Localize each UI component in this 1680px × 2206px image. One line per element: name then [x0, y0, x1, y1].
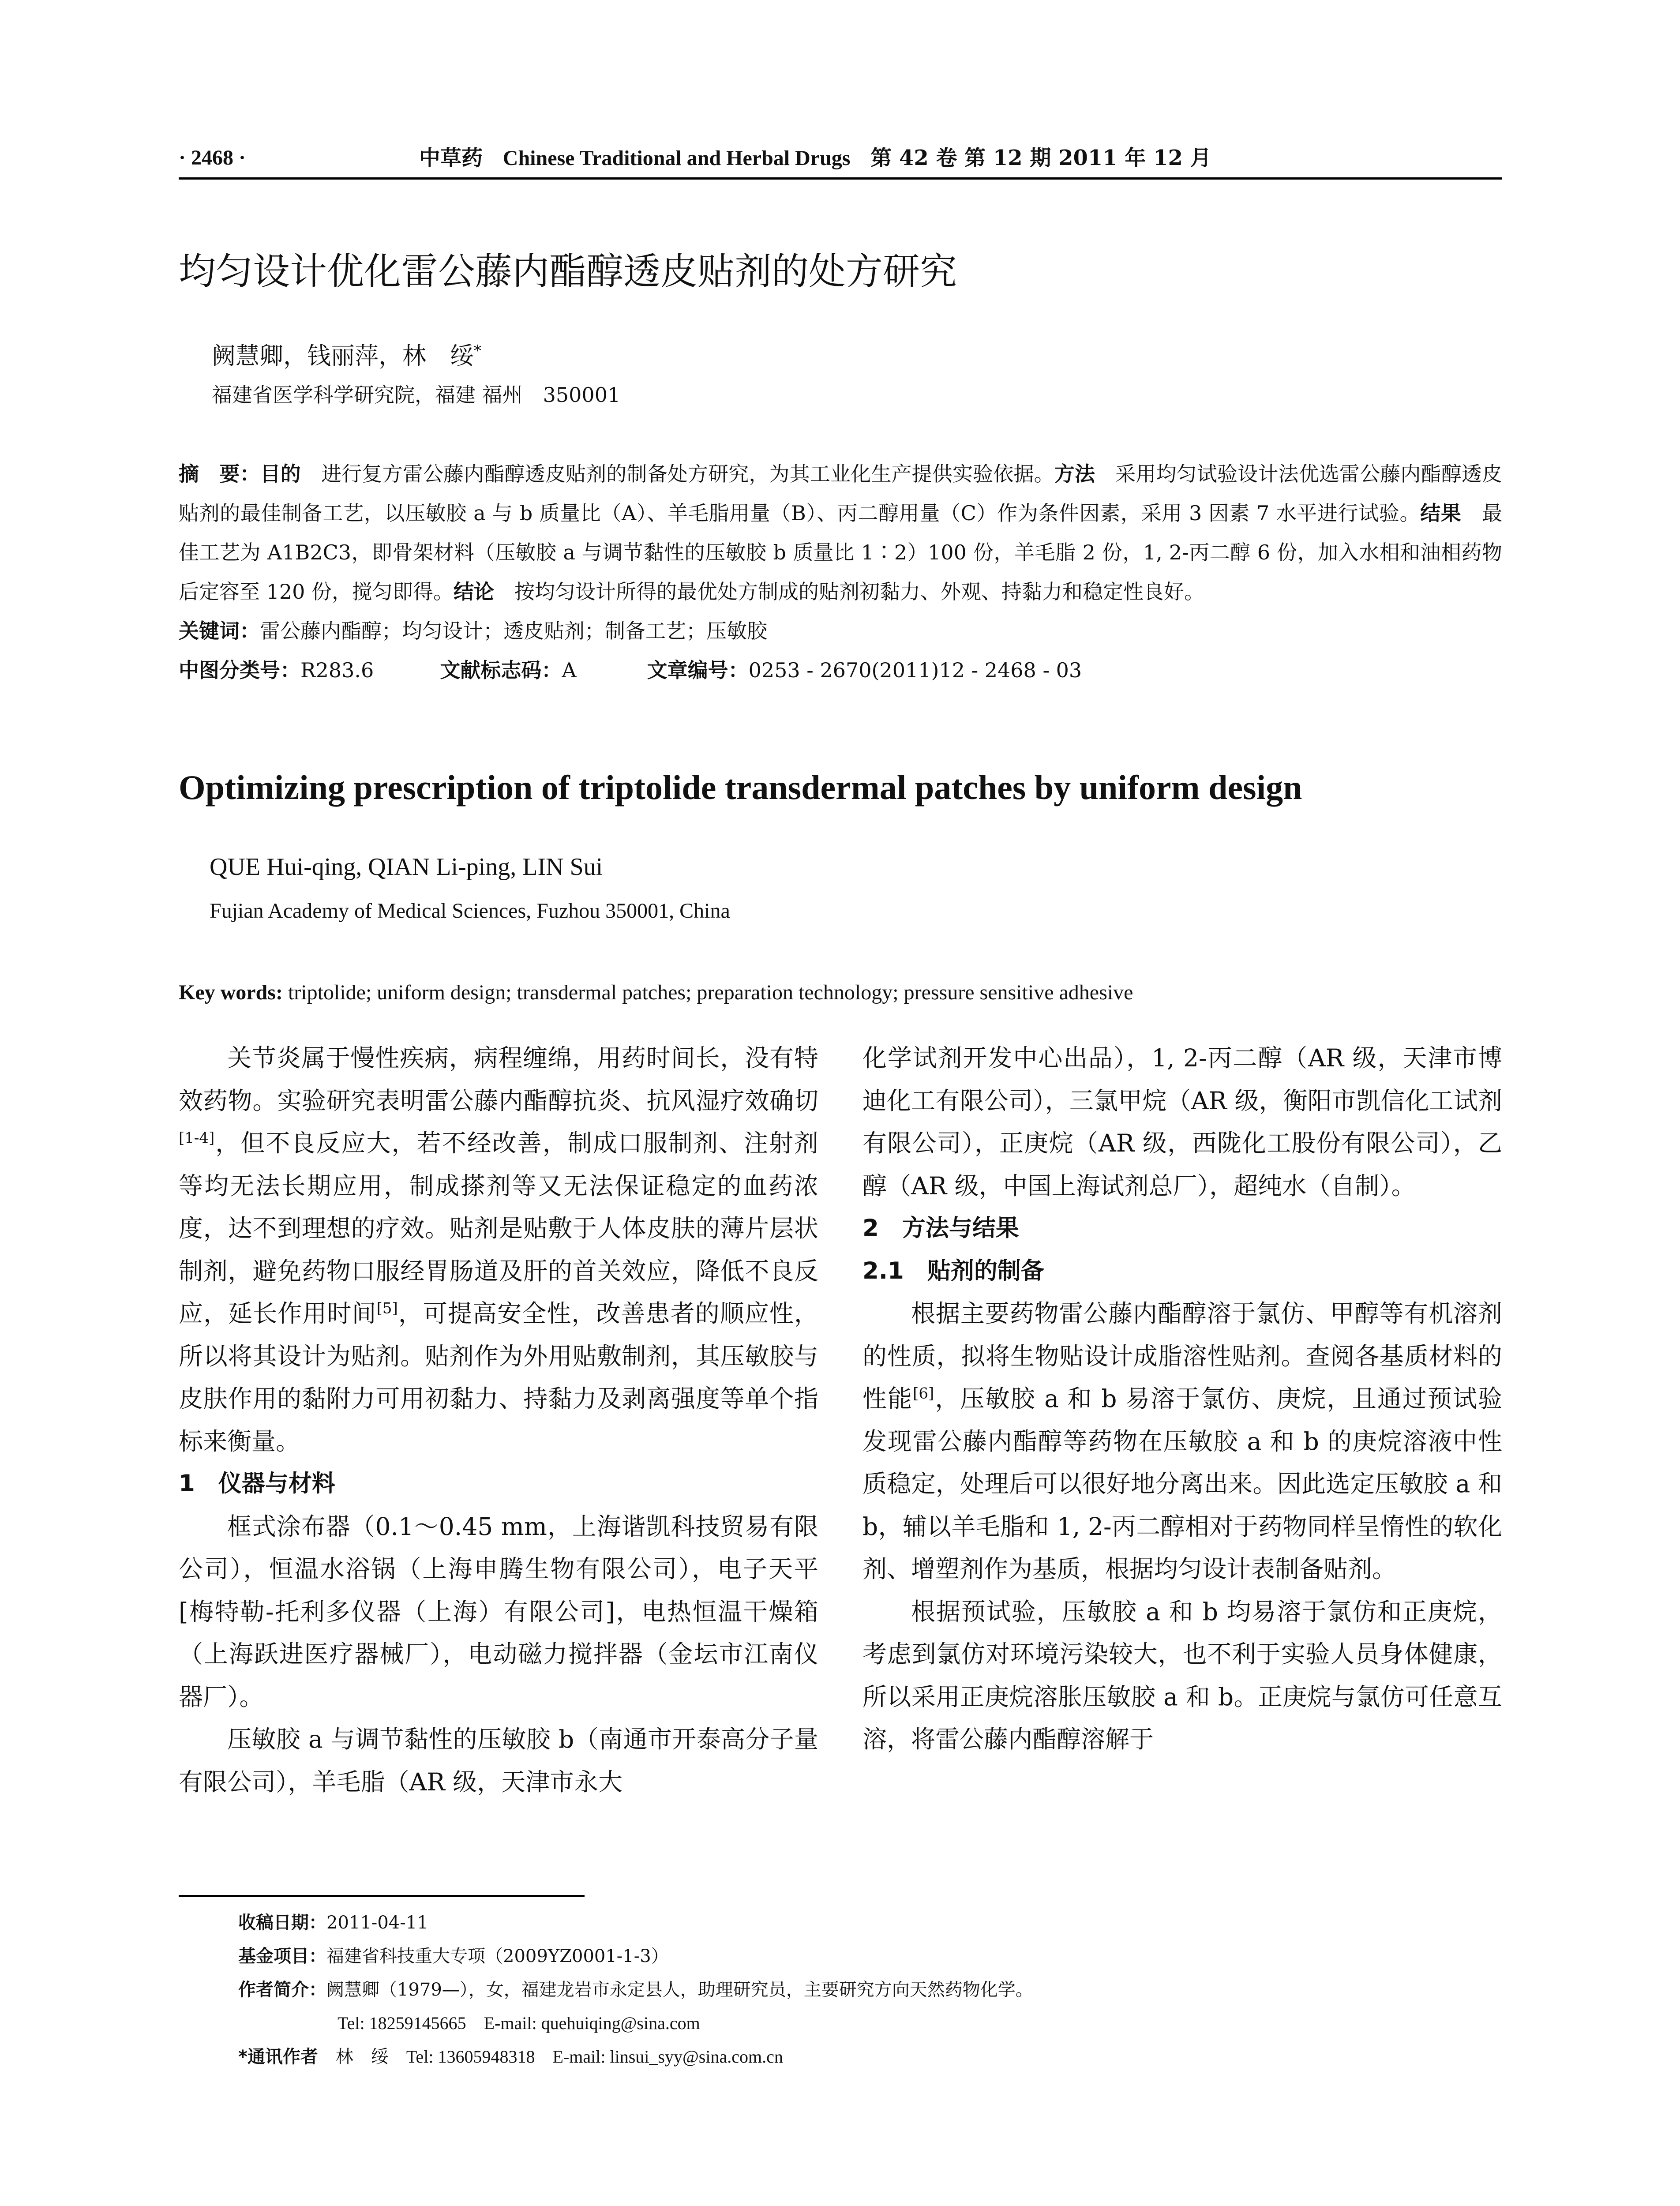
authors-cn-names: 阙慧卿，钱丽萍，林 绥	[212, 342, 474, 370]
keywords-en	[179, 975, 1133, 1010]
keywords-en-text: triptolide; uniform design; transdermal patches; preparation technology; pressure sensitive adhesive	[282, 981, 1133, 1004]
paragraph-materials-cont: 化学试剂开发中心出品），1, 2-丙二醇（AR 级，天津市博迪化工有限公司），三氯甲烷（AR 级，衡阳市凯信化工试剂有限公司），正庚烷（AR 级，西陇化工股份有限公司），乙醇（AR 级，中国上海试剂总厂），超纯水（自制）。	[862, 1044, 1502, 1200]
conclusion-text: 按均匀设计所得的最优处方制成的贴剂初黏力、外观、持黏力和稳定性良好。	[494, 580, 1205, 604]
citation: [1-4]	[179, 1129, 215, 1147]
authors-cn	[212, 333, 481, 374]
conclusion-label: 结论	[454, 580, 495, 604]
method-text: 采用均匀试验设计法优选雷公藤内酯醇透皮贴剂的最佳制备工艺，以压敏胶 a 与 b 质量比（A）、羊毛脂用量（B）、丙二醇用量（C）作为条件因素，采用 3 因素 7 水平进行试验。	[179, 462, 1502, 525]
journal-name-en: Chinese Traditional and Herbal Drugs	[502, 146, 851, 170]
paragraph-instruments: 框式涂布器（0.1～0.45 mm，上海谐凯科技贸易有限公司），恒温水浴锅（上海申腾生物有限公司），电子天平[梅特勒-托利多仪器（上海）有限公司]，电热恒温干燥箱（上海跃进医疗器械厂），电动磁力搅拌器（金坛市江南仪器厂）。	[179, 1512, 818, 1711]
body-column-right	[862, 1037, 1502, 1761]
footnote-author-contact: Tel: 18259145665 E-mail: quehuiqing@sina.com	[338, 2013, 700, 2033]
affiliation-en: Fujian Academy of Medical Sciences, Fuzhou 350001, China	[210, 899, 730, 923]
footnote-rule	[179, 1895, 585, 1897]
clc-label: 中图分类号：	[179, 658, 300, 682]
journal-info	[419, 140, 1211, 176]
result-label: 结果	[1420, 501, 1462, 525]
footnote-corresponding: *通讯作者 林 绥 Tel: 13605948318 E-mail: linsui_syy@sina.com.cn	[238, 2047, 783, 2067]
keywords-cn-label: 关键词：	[179, 619, 260, 643]
affiliation-cn: 福建省医学科学研究院，福建 福州 350001	[212, 383, 621, 407]
abstract-label: 摘 要：	[179, 462, 260, 486]
classification-line	[179, 651, 1502, 690]
keywords-cn-text: 雷公藤内酯醇；均匀设计；透皮贴剂；制备工艺；压敏胶	[260, 619, 767, 643]
objective-label: 目的	[260, 462, 301, 486]
body-column-left	[179, 1037, 818, 1803]
corresponding-mark: *	[474, 342, 481, 360]
footnote-author-bio: 作者简介：阙慧卿（1979—），女，福建龙岩市永定县人，助理研究员，主要研究方向天然药物化学。	[238, 1980, 1033, 2000]
footnotes	[238, 1906, 1500, 2074]
citation: [5]	[376, 1299, 398, 1317]
paragraph-preparation: 根据主要药物雷公藤内酯醇溶于氯仿、甲醇等有机溶剂的性质，拟将生物贴设计成脂溶性贴剂。查阅各基质材料的性能[6]，压敏胶 a 和 b 易溶于氯仿、庚烷，且通过预试验发现雷公藤内酯醇等药物在压敏胶 a 和 b 的庚烷溶液中性质稳定，处理后可以很好地分离出来。因此选定压敏胶 a 和 b，辅以羊毛脂和 1, 2-丙二醇相对于药物同样呈惰性的软化剂、增塑剂作为基质，根据均匀设计表制备贴剂。	[862, 1299, 1502, 1583]
abstract	[179, 454, 1502, 690]
running-header	[179, 140, 1502, 176]
journal-name-cn: 中草药	[419, 146, 483, 170]
footnote-fund: 基金项目：福建省科技重大专项（2009YZ0001-1-3）	[238, 1946, 669, 1966]
article-no-label: 文章编号：	[647, 658, 749, 682]
citation: [6]	[913, 1384, 934, 1403]
objective-text: 进行复方雷公藤内酯醇透皮贴剂的制备处方研究，为其工业化生产提供实验依据。	[300, 462, 1054, 486]
article-no-value: 0253 - 2670(2011)12 - 2468 - 03	[748, 658, 1082, 682]
doc-code-value: A	[562, 658, 577, 682]
paragraph-materials: 压敏胶 a 与调节黏性的压敏胶 b（南通市开泰高分子量有限公司），羊毛脂（AR 级，天津市永大	[179, 1725, 818, 1796]
footnote-received: 收稿日期：2011-04-11	[238, 1913, 428, 1933]
result-text: 最佳工艺为 A1B2C3，即骨架材料（压敏胶 a 与调节黏性的压敏胶 b 质量比 1∶2）100 份，羊毛脂 2 份，1, 2-丙二醇 6 份，加入水相和油相药物后定容至 120 份，搅匀即得。	[179, 501, 1502, 604]
paragraph-pretest: 根据预试验，压敏胶 a 和 b 均易溶于氯仿和正庚烷，考虑到氯仿对环境污染较大，也不利于实验人员身体健康，所以采用正庚烷溶胀压敏胶 a 和 b。正庚烷与氯仿可任意互溶，将雷公藤内酯醇溶解于	[862, 1597, 1502, 1753]
header-rule	[179, 177, 1502, 180]
keywords-cn	[179, 612, 1502, 651]
doc-code-label: 文献标志码：	[440, 658, 562, 682]
journal-issue: 第 42 卷 第 12 期 2011 年 12 月	[870, 146, 1211, 170]
section-heading-1: 1 仪器与材料	[179, 1470, 335, 1497]
page-number: · 2468 ·	[179, 146, 246, 169]
abstract-body	[179, 454, 1502, 612]
title-en: Optimizing prescription of triptolide transdermal patches by uniform design	[179, 768, 1302, 807]
section-heading-2: 2 方法与结果	[862, 1215, 1019, 1242]
title-cn: 均匀设计优化雷公藤内酯醇透皮贴剂的处方研究	[179, 250, 957, 293]
clc-value: R283.6	[300, 658, 374, 682]
method-label: 方法	[1054, 462, 1095, 486]
authors-en: QUE Hui-qing, QIAN Li-ping, LIN Sui	[210, 853, 603, 881]
section-heading-2-1: 2.1 贴剂的制备	[862, 1257, 1044, 1284]
keywords-en-label: Key words:	[179, 981, 283, 1004]
paragraph-intro: 关节炎属于慢性疾病，病程缠绵，用药时间长，没有特效药物。实验研究表明雷公藤内酯醇抗炎、抗风湿疗效确切[1-4]，但不良反应大，若不经改善，制成口服制剂、注射剂等均无法长期应用，制成搽剂等又无法保证稳定的血药浓度，达不到理想的疗效。贴剂是贴敷于人体皮肤的薄片层状制剂，避免药物口服经胃肠道及肝的首关效应，降低不良反应，延长作用时间[5]，可提高安全性，改善患者的顺应性，所以将其设计为贴剂。贴剂作为外用贴敷制剂，其压敏胶与皮肤作用的黏附力可用初黏力、持黏力及剥离强度等单个指标来衡量。	[179, 1044, 818, 1456]
